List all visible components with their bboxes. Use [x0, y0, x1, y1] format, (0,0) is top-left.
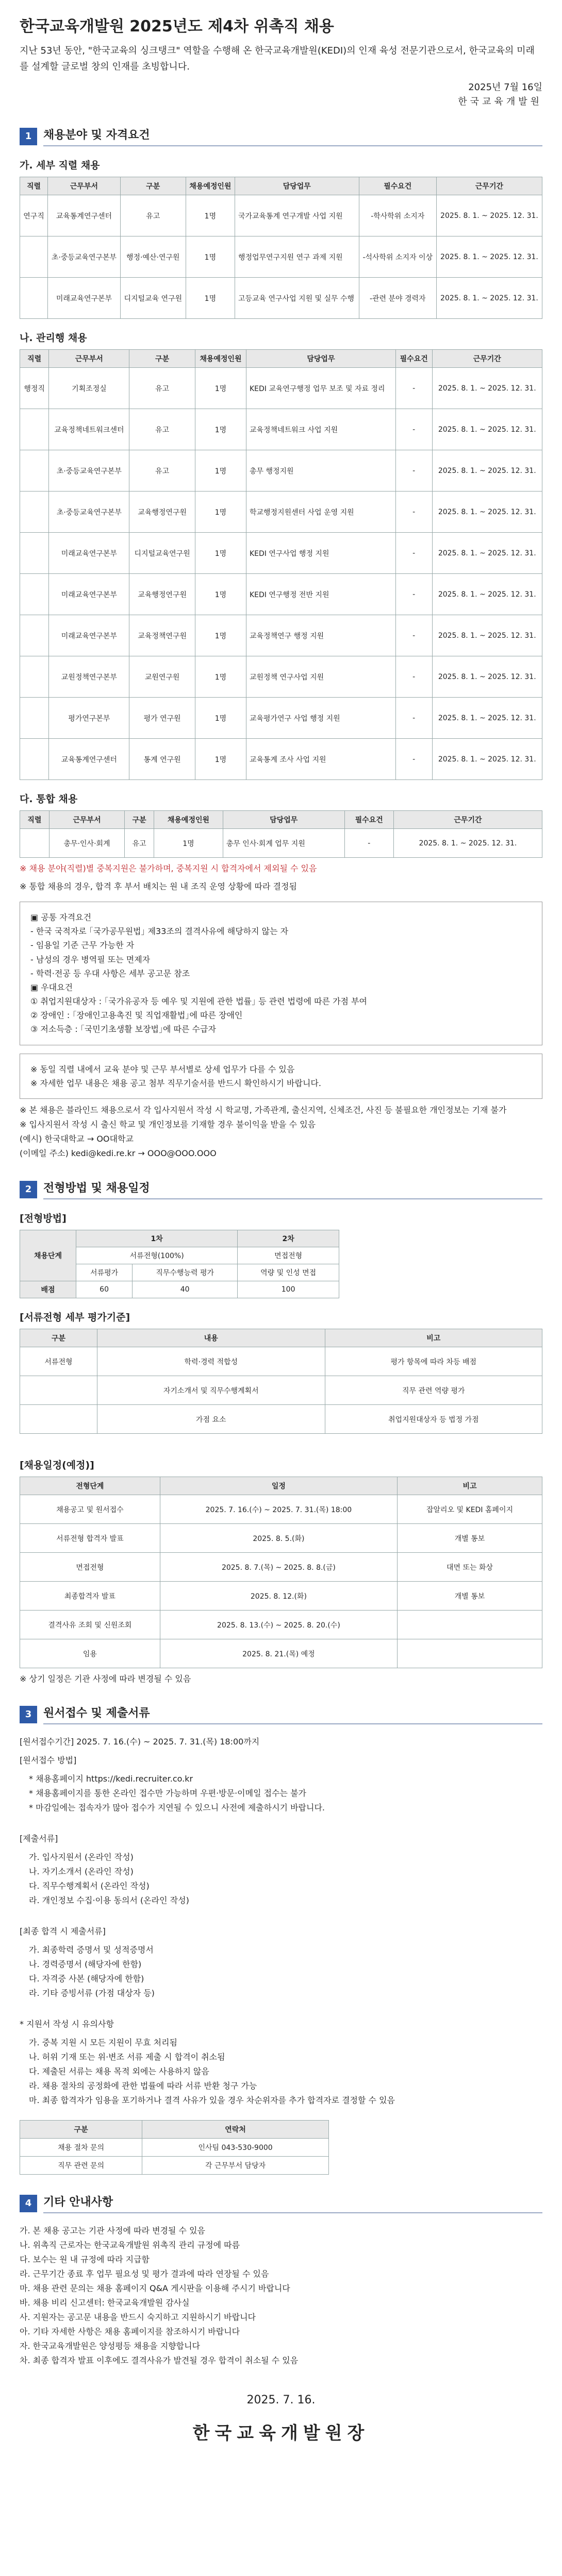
section-title: 원서접수 및 제출서류 [43, 1704, 542, 1724]
table-cell: 미래교육연구본부 [48, 278, 121, 319]
table-row [20, 656, 542, 698]
table-cell: 2025. 8. 5.(화) [160, 1524, 397, 1553]
table-cell: 국가교육통계 연구개발 사업 지원 [235, 195, 359, 236]
table-header-cell: 필수요건 [395, 350, 432, 368]
table-cell: 유고 [129, 450, 195, 492]
table-cell [20, 409, 49, 450]
flow-sub-2: 면접전형 [238, 1247, 339, 1264]
table-cell: 대면 또는 화상 [398, 1553, 542, 1582]
table-cell: 2025. 8. 1. ~ 2025. 12. 31. [432, 574, 542, 615]
table-cell: 행정직 [20, 368, 49, 409]
announcement-org: 한국교육개발원 [458, 96, 542, 108]
table-cell: 임용 [20, 1639, 160, 1668]
table-cell: 2025. 8. 1. ~ 2025. 12. 31. [432, 368, 542, 409]
list-item: 자. 한국교육개발원은 양성평등 채용을 지향합니다 [20, 2341, 201, 2351]
table-cell: 초·중등교육연구본부 [49, 450, 129, 492]
table-cell: 교육정책연구원 [129, 615, 195, 656]
list-item: 나. 허위 기재 또는 위·변조 서류 제출 시 합격이 취소됨 [29, 2052, 225, 2062]
list-item: 가. 최종학력 증명서 및 성적증명서 [29, 1945, 154, 1955]
final-documents-label: [최종 합격 시 제출서류] [20, 1926, 106, 1937]
table-cell: 최종합격자 발표 [20, 1582, 160, 1611]
table-cell: 2025. 8. 1. ~ 2025. 12. 31. [432, 739, 542, 780]
contact-table [20, 2120, 329, 2175]
table-cell: 교육행정연구원 [129, 574, 195, 615]
list-item: 다. 보수는 원 내 규정에 따라 지급함 [20, 2255, 150, 2265]
section-title: 채용분야 및 자격요건 [43, 126, 542, 146]
list-item: ▣ 우대요건 [30, 982, 73, 992]
table-cell: 행정·예산·연구원 [120, 236, 186, 278]
flow-cell: 역량 및 인성 면접 [238, 1264, 339, 1281]
table-header-cell: 채용예정인원 [195, 350, 246, 368]
table-row [20, 533, 542, 574]
table-cell [20, 450, 49, 492]
recruitment-table-c [20, 810, 542, 858]
table-header-cell: 근무기간 [432, 350, 542, 368]
table-row [20, 195, 542, 236]
schedule-note: ※ 상기 일정은 기관 사정에 따라 변경될 수 있음 [20, 1674, 191, 1684]
table-row [20, 1553, 542, 1582]
table-cell: 2025. 8. 1. ~ 2025. 12. 31. [393, 829, 542, 858]
list-item: ② 장애인 : ｢장애인고용촉진 및 직업재활법｣에 따른 장애인 [30, 1010, 243, 1021]
list-item: ※ 자세한 업무 내용은 채용 공고 첨부 직무기술서를 반드시 확인하시기 바랍니다. [30, 1078, 321, 1088]
flow-stage-1: 1차 [76, 1230, 238, 1247]
table-header-cell: 연락처 [142, 2121, 329, 2139]
list-item: 다. 직무수행계획서 (온라인 작성) [29, 1881, 150, 1891]
section-title: 기타 안내사항 [43, 2193, 542, 2213]
table-cell: 교육통계연구센터 [49, 739, 129, 780]
other-notes-list [20, 2224, 542, 2368]
table-cell [20, 1405, 97, 1434]
section-4-header [20, 2193, 542, 2213]
table-row [20, 236, 542, 278]
flow-cell: 직무수행능력 평가 [133, 1264, 238, 1281]
list-item: 라. 기타 증빙서류 (가점 대상자 등) [29, 1988, 155, 1998]
table-cell [20, 492, 49, 533]
table-cell [398, 1639, 542, 1668]
table-cell [398, 1611, 542, 1639]
list-item: 마. 채용 관련 문의는 채용 홈페이지 Q&A 게시판을 이용해 주시기 바랍니다 [20, 2283, 290, 2294]
table-header-cell: 비고 [398, 1477, 542, 1495]
table-header-cell: 근무부서 [49, 811, 124, 829]
table-row [20, 698, 542, 739]
table-cell: 채용 절차 문의 [20, 2139, 142, 2157]
table-header-cell: 구분 [129, 350, 195, 368]
table-cell: 2025. 8. 12.(화) [160, 1582, 397, 1611]
table-cell: 초·중등교육연구본부 [48, 236, 121, 278]
table-cell: 유고 [129, 409, 195, 450]
table-cell: 서류전형 [20, 1347, 97, 1376]
list-item: 사. 지원자는 공고문 내용을 반드시 숙지하고 지원하시기 바랍니다 [20, 2312, 256, 2323]
section-title: 전형방법 및 채용일정 [43, 1179, 542, 1199]
table-row [20, 1611, 542, 1639]
list-item: (이메일 주소) kedi@kedi.re.kr → OOO@OOO.OOO [20, 1148, 217, 1159]
table-cell: - [395, 574, 432, 615]
flow-points-label: 배점 [20, 1281, 76, 1298]
list-item: - 학력·전공 등 우대 사항은 세부 공고문 참조 [30, 968, 190, 978]
table-row [20, 574, 542, 615]
table-header-cell: 필수요건 [359, 177, 436, 195]
remarks-list [20, 1103, 542, 1161]
subsection-heading: 다. 통합 채용 [20, 793, 78, 805]
list-item: 가. 본 채용 공고는 기관 사정에 따라 변경될 수 있음 [20, 2226, 205, 2236]
qualification-box [20, 902, 542, 1045]
flow-label: 채용단계 [20, 1230, 76, 1281]
table-cell: 교육정책연구 행정 지원 [246, 615, 395, 656]
table-cell: 1명 [154, 829, 223, 858]
table-cell [20, 739, 49, 780]
table-cell: 교육통계 조사 사업 지원 [246, 739, 395, 780]
table-cell: 디지털교육 연구원 [120, 278, 186, 319]
caution-label: * 지원서 작성 시 유의사항 [20, 2019, 114, 2029]
table-cell: 교육통계연구센터 [48, 195, 121, 236]
table-row [20, 450, 542, 492]
table-cell [20, 236, 48, 278]
table-cell: 2025. 8. 1. ~ 2025. 12. 31. [432, 492, 542, 533]
table-cell: 유고 [125, 829, 154, 858]
list-item: 아. 기타 자세한 사항은 채용 홈페이지를 참조하시기 바랍니다 [20, 2327, 240, 2337]
table-cell: 디지털교육연구원 [129, 533, 195, 574]
flow-sub-1: 서류전형(100%) [76, 1247, 238, 1264]
table-row [20, 615, 542, 656]
table-cell: 학력·경력 적합성 [97, 1347, 325, 1376]
table-header-cell: 직렬 [20, 350, 49, 368]
list-item: ※ 입사지원서 작성 시 출신 학교 및 개인정보를 기재할 경우 불이익을 받을 수 있음 [20, 1120, 316, 1130]
list-item: ※ 본 채용은 블라인드 채용으로서 각 입사지원서 작성 시 학교명, 가족관계, 출신지역, 신체조건, 사진 등 불필요한 개인정보는 기재 불가 [20, 1105, 507, 1115]
table-cell: 유고 [129, 368, 195, 409]
table-cell: 결격사유 조회 및 신원조회 [20, 1611, 160, 1639]
table-header-cell: 구분 [120, 177, 186, 195]
table-row [20, 1639, 542, 1668]
table-cell: 평가 항목에 따라 차등 배점 [325, 1347, 542, 1376]
table-header-cell: 전형단계 [20, 1477, 160, 1495]
table-row [20, 2139, 329, 2157]
table-cell: - [395, 656, 432, 698]
flow-cell: 서류평가 [76, 1264, 133, 1281]
table-row [20, 409, 542, 450]
table-header-cell: 비고 [325, 1329, 542, 1347]
table-cell: 2025. 7. 16.(수) ~ 2025. 7. 31.(목) 18:00 [160, 1495, 397, 1524]
list-item: 바. 채용 비리 신고센터: 한국교육개발원 감사실 [20, 2298, 190, 2308]
table-cell: 직무 관련 역량 평가 [325, 1376, 542, 1405]
table-cell: 가점 요소 [97, 1405, 325, 1434]
table-cell: 교육행정연구원 [129, 492, 195, 533]
table-cell: 행정업무연구지원 연구 과제 지원 [235, 236, 359, 278]
list-item: * 채용홈페이지를 통한 온라인 접수만 가능하며 우편·방문·이메일 접수는 불가 [29, 1788, 306, 1799]
table-cell: 미래교육연구본부 [49, 574, 129, 615]
table-cell: 유고 [120, 195, 186, 236]
footer-org: 한국교육개발원장 [192, 2423, 370, 2444]
table-header-cell: 담당업무 [246, 350, 395, 368]
table-cell: - [395, 533, 432, 574]
table-row [20, 1524, 542, 1553]
table-cell: 잡알리오 및 KEDI 홈페이지 [398, 1495, 542, 1524]
section-number: 4 [20, 2195, 37, 2212]
section-3-header [20, 1704, 542, 1724]
list-item: 가. 입사지원서 (온라인 작성) [29, 1852, 134, 1862]
table-row [20, 739, 542, 780]
table-cell: 2025. 8. 1. ~ 2025. 12. 31. [432, 698, 542, 739]
table-cell: 총무 인사·회계 업무 지원 [223, 829, 344, 858]
list-item: 가. 중복 지원 시 모든 지원이 무효 처리됨 [29, 2038, 177, 2048]
subsection-heading: 나. 관리행 채용 [20, 332, 87, 344]
table-cell: 1명 [186, 278, 235, 319]
note-text: ※ 통합 채용의 경우, 합격 후 부서 배치는 원 내 조직 운영 상황에 따라 결정됨 [20, 881, 297, 891]
table-header-cell: 근무부서 [48, 177, 121, 195]
caution-list [20, 2036, 542, 2108]
table-cell: 1명 [195, 615, 246, 656]
criteria-table [20, 1329, 542, 1434]
table-cell: - [395, 492, 432, 533]
table-cell: 2025. 8. 1. ~ 2025. 12. 31. [436, 195, 542, 236]
table-cell: - [395, 450, 432, 492]
table-cell: -학사학위 소지자 [359, 195, 436, 236]
subsection-heading: [전형방법] [20, 1213, 67, 1225]
table-cell: 초·중등교육연구본부 [49, 492, 129, 533]
list-item: - 남성의 경우 병역필 또는 면제자 [30, 954, 151, 964]
table-header-cell: 담당업무 [223, 811, 344, 829]
list-item: 나. 위촉직 근로자는 한국교육개발원 위촉직 관리 규정에 따름 [20, 2240, 240, 2250]
table-cell: - [395, 698, 432, 739]
table-cell: 2025. 8. 13.(수) ~ 2025. 8. 20.(수) [160, 1611, 397, 1639]
table-cell: 2025. 8. 1. ~ 2025. 12. 31. [432, 409, 542, 450]
section-number: 1 [20, 128, 37, 145]
table-cell: 채용공고 및 원서접수 [20, 1495, 160, 1524]
footer-date: 2025. 7. 16. [246, 2394, 316, 2407]
table-cell: - [395, 739, 432, 780]
list-item: 다. 제출된 서류는 채용 목적 외에는 사용하지 않음 [29, 2066, 209, 2077]
section-number: 2 [20, 1181, 37, 1198]
table-cell: 교육정책네트워크 사업 지원 [246, 409, 395, 450]
table-cell: 1명 [195, 656, 246, 698]
table-cell [20, 574, 49, 615]
list-item: 나. 경력증명서 (해당자에 한함) [29, 1959, 142, 1970]
table-cell: -관련 분야 경력자 [359, 278, 436, 319]
announcement-date: 2025년 7월 16일 [468, 82, 542, 93]
subsection-heading: [서류전형 세부 평가기준] [20, 1312, 130, 1324]
note-text: ※ 채용 분야(직렬)별 중복지원은 불가하며, 중복지원 시 합격자에서 제외될 수 있음 [20, 863, 317, 874]
table-cell [20, 615, 49, 656]
section-2-header [20, 1179, 542, 1199]
table-cell [20, 533, 49, 574]
table-cell: KEDI 연구행정 전반 지원 [246, 574, 395, 615]
table-cell: 교원정책 연구사업 지원 [246, 656, 395, 698]
table-header-cell: 근무기간 [393, 811, 542, 829]
table-header-cell: 구분 [20, 2121, 142, 2139]
intro-text: 지난 53년 동안, "한국교육의 싱크탱크" 역할을 수행해 온 한국교육개발원(KEDI)의 인재 육성 전문기관으로서, 한국교육의 미래를 설계할 글로벌 창의 인재를 초빙합니다. [20, 45, 535, 72]
table-cell: 각 근무부서 담당자 [142, 2157, 329, 2175]
selection-flow-table [20, 1230, 339, 1298]
table-cell: 자기소개서 및 직무수행계획서 [97, 1376, 325, 1405]
table-cell [20, 656, 49, 698]
method-list [20, 1772, 542, 1815]
list-item: ① 취업지원대상자 : ｢국가유공자 등 예우 및 지원에 관한 법률｣ 등 관련 법령에 따른 가점 부여 [30, 996, 367, 1007]
table-cell: KEDI 연구사업 행정 지원 [246, 533, 395, 574]
schedule-table [20, 1477, 542, 1668]
table-cell: 기획조정실 [49, 368, 129, 409]
application-period: [원서접수기간] 2025. 7. 16.(수) ~ 2025. 7. 31.(목) 18:00까지 [20, 1737, 260, 1747]
table-cell: 2025. 8. 1. ~ 2025. 12. 31. [436, 236, 542, 278]
table-cell [20, 698, 49, 739]
table-cell: 평가연구본부 [49, 698, 129, 739]
subsection-heading: [채용일정(예정)] [20, 1460, 94, 1471]
table-row [20, 2157, 329, 2175]
table-header-cell: 구분 [125, 811, 154, 829]
table-header-cell: 구분 [20, 1329, 97, 1347]
table-cell: 서류전형 합격자 발표 [20, 1524, 160, 1553]
table-cell: 연구직 [20, 195, 48, 236]
table-cell: 인사팀 043-530-9000 [142, 2139, 329, 2157]
flow-points: 60 [76, 1281, 133, 1298]
recruitment-table-a [20, 177, 542, 319]
table-cell: 1명 [186, 195, 235, 236]
table-cell: 2025. 8. 1. ~ 2025. 12. 31. [432, 615, 542, 656]
final-documents-list [20, 1943, 542, 2001]
table-cell: - [344, 829, 393, 858]
table-cell: 개별 통보 [398, 1582, 542, 1611]
table-header-cell: 필수요건 [344, 811, 393, 829]
table-cell: 취업지원대상자 등 법정 가점 [325, 1405, 542, 1434]
list-item: 라. 채용 절차의 공정화에 관한 법률에 따라 서류 반환 청구 가능 [29, 2081, 257, 2091]
table-cell: 2025. 8. 1. ~ 2025. 12. 31. [432, 656, 542, 698]
table-cell [20, 278, 48, 319]
table-cell: 2025. 8. 21.(목) 예정 [160, 1639, 397, 1668]
table-header-cell: 일정 [160, 1477, 397, 1495]
list-item: * 채용홈페이지 https://kedi.recruiter.co.kr [29, 1774, 193, 1784]
table-row [20, 1405, 542, 1434]
table-header-cell: 담당업무 [235, 177, 359, 195]
flow-stage-2: 2차 [238, 1230, 339, 1247]
table-cell: 1명 [195, 492, 246, 533]
list-item: ▣ 공통 자격요건 [30, 912, 92, 922]
table-row [20, 1582, 542, 1611]
table-row [20, 368, 542, 409]
table-cell: 미래교육연구본부 [49, 615, 129, 656]
table-cell: 통계 연구원 [129, 739, 195, 780]
table-cell: 개별 통보 [398, 1524, 542, 1553]
list-item: (예시) 한국대학교 → OO대학교 [20, 1134, 134, 1144]
table-cell: 교원정책연구본부 [49, 656, 129, 698]
table-row [20, 1376, 542, 1405]
flow-points: 40 [133, 1281, 238, 1298]
list-item: - 임용일 기준 근무 가능한 자 [30, 940, 135, 951]
subsection-heading: 가. 세부 직렬 채용 [20, 160, 100, 172]
table-header-cell: 근무부서 [49, 350, 129, 368]
section-1-header [20, 126, 542, 146]
table-cell: 1명 [195, 368, 246, 409]
list-item: - 한국 국적자로 ｢국가공무원법｣ 제33조의 결격사유에 해당하지 않는 자 [30, 926, 289, 937]
table-cell: 교육평가연구 사업 행정 지원 [246, 698, 395, 739]
table-cell: 2025. 8. 7.(목) ~ 2025. 8. 8.(금) [160, 1553, 397, 1582]
table-row [20, 829, 542, 858]
table-cell [20, 829, 49, 858]
table-cell: 1명 [195, 450, 246, 492]
table-cell: 1명 [195, 698, 246, 739]
list-item: * 마감일에는 접속자가 많아 접수가 지연될 수 있으니 사전에 제출하시기 바랍니다. [29, 1803, 325, 1813]
list-item: 라. 개인정보 수집·이용 동의서 (온라인 작성) [29, 1895, 189, 1906]
list-item: 마. 최종 합격자가 임용을 포기하거나 결격 사유가 있을 경우 차순위자를 추가 합격자로 결정할 수 있음 [29, 2095, 395, 2106]
flow-points: 100 [238, 1281, 339, 1298]
list-item: ③ 저소득층 : ｢국민기초생활 보장법｣에 따른 수급자 [30, 1024, 216, 1035]
table-row [20, 1347, 542, 1376]
table-cell: 학교행정지원센터 사업 운영 지원 [246, 492, 395, 533]
table-row [20, 278, 542, 319]
detail-box [20, 1054, 542, 1099]
list-item: ※ 동일 직렬 내에서 교육 분야 및 근무 부서별로 상세 업무가 다를 수 있음 [30, 1064, 295, 1074]
list-item: 차. 최종 합격자 발표 이후에도 결격사유가 발견될 경우 합격이 취소될 수 있음 [20, 2355, 299, 2366]
table-cell: 2025. 8. 1. ~ 2025. 12. 31. [432, 450, 542, 492]
table-cell: KEDI 교육연구행정 업무 보조 및 자료 정리 [246, 368, 395, 409]
table-cell: 2025. 8. 1. ~ 2025. 12. 31. [436, 278, 542, 319]
table-header-cell: 직렬 [20, 177, 48, 195]
list-item: 나. 자기소개서 (온라인 작성) [29, 1867, 134, 1877]
table-cell: -석사학위 소지자 이상 [359, 236, 436, 278]
table-header-cell: 채용예정인원 [154, 811, 223, 829]
application-method-label: [원서접수 방법] [20, 1755, 77, 1766]
section-number: 3 [20, 1706, 37, 1723]
table-row [20, 1495, 542, 1524]
table-cell: 1명 [195, 409, 246, 450]
recruitment-table-b [20, 349, 542, 780]
table-cell: - [395, 368, 432, 409]
table-header-cell: 내용 [97, 1329, 325, 1347]
table-cell [20, 1376, 97, 1405]
table-cell: 총무·인사·회계 [49, 829, 124, 858]
table-cell: 1명 [186, 236, 235, 278]
table-cell: 평가 연구원 [129, 698, 195, 739]
list-item: 라. 근무기간 종료 후 업무 필요성 및 평가 결과에 따라 연장될 수 있음 [20, 2269, 269, 2279]
table-cell: 1명 [195, 533, 246, 574]
list-item: 다. 자격증 사본 (해당자에 한함) [29, 1974, 144, 1984]
table-cell: 교원연구원 [129, 656, 195, 698]
documents-label: [제출서류] [20, 1834, 58, 1844]
table-cell: 미래교육연구본부 [49, 533, 129, 574]
table-cell: 면접전형 [20, 1553, 160, 1582]
table-header-cell: 채용예정인원 [186, 177, 235, 195]
table-cell: 교육정책네트워크센터 [49, 409, 129, 450]
table-cell: - [395, 409, 432, 450]
document-title: 한국교육개발원 2025년도 제4차 위촉직 채용 [20, 18, 334, 36]
table-cell: 2025. 8. 1. ~ 2025. 12. 31. [432, 533, 542, 574]
table-row [20, 492, 542, 533]
table-header-cell: 근무기간 [436, 177, 542, 195]
table-cell: 1명 [195, 574, 246, 615]
table-cell: 총무 행정지원 [246, 450, 395, 492]
documents-list [20, 1850, 542, 1908]
table-cell: 직무 관련 문의 [20, 2157, 142, 2175]
table-cell: - [395, 615, 432, 656]
table-header-cell: 직렬 [20, 811, 49, 829]
table-cell: 1명 [195, 739, 246, 780]
table-cell: 고등교육 연구사업 지원 및 실무 수행 [235, 278, 359, 319]
